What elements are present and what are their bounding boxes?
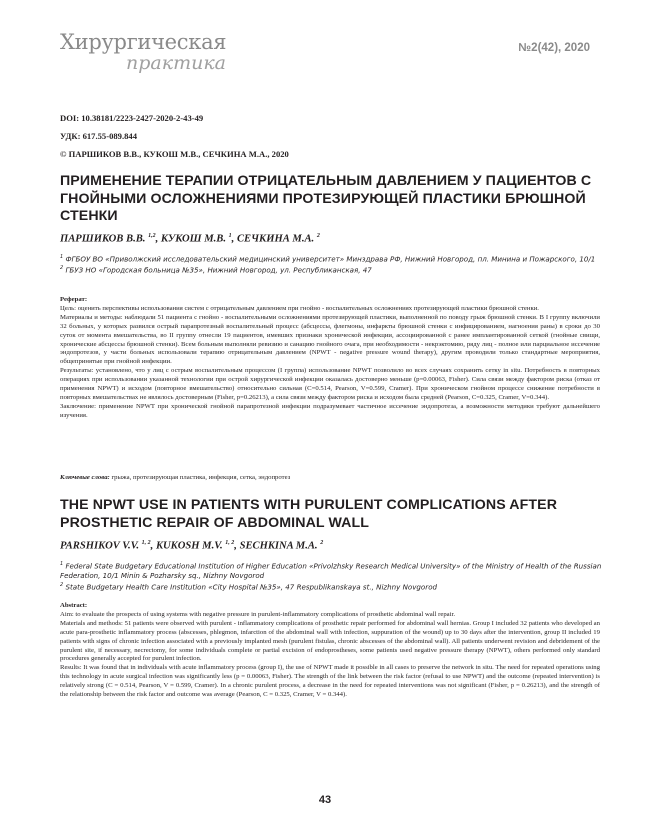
abstract-paragraph: Заключение: применение NPWT при хронической гнойной парапротезной инфекции подразумевает частичное иссечение эндопротеза, а возможности методики требуют дальнейшего изучения. bbox=[60, 402, 600, 419]
author-name: КУКОШ М.В. bbox=[160, 233, 227, 245]
abstract-paragraph: Results: It was found that in individuals with acute inflammatory process (group I), the use of NPWT made it possible in all cases to preserve the network in situ. The need for repeated operations using this technology in acute surgical infection was significantly less (p = 0.00063, Fisher). The strength of the link between the risk factor (refusal to use NPWT) and the outcome (repeated intervention) is relatively strong (C = 0.514, Pearson, V = 0.599, Cramer). In a chronic purulent process, a decrease in the need for repeated interventions was not significant (Fisher, p = 0.26213), and the strength of the relationship between the risk factor and outcome was average (Pearson, C = 0.325, Cramer, V = 0.344). bbox=[60, 664, 600, 699]
ru-keywords-label: Ключевые слова: bbox=[60, 474, 110, 481]
author-name: SECHKINA M.A. bbox=[239, 540, 318, 552]
issue-number: №2(42), 2020 bbox=[518, 42, 590, 54]
en-authors bbox=[60, 540, 323, 552]
udk: УДК: 617.55-089.844 bbox=[60, 131, 138, 141]
affiliation-text: State Budgetary Health Care Institution «City Hospital №35», 47 Respublikanskaya st., Nizhny Novgorod bbox=[65, 581, 438, 591]
author-affil-ref: 2 bbox=[316, 233, 320, 239]
author-affil-ref: 1,2 bbox=[148, 233, 156, 239]
ru-authors bbox=[60, 233, 320, 245]
author-name: KUKOSH M.V. bbox=[155, 540, 223, 552]
abstract-paragraph: Цель: оценить перспективы использования систем с отрицательным давлением при гнойно - воспалительных осложнениях протезирующей пластики брюшной стенки. bbox=[60, 304, 539, 312]
copyright: © ПАРШИКОВ В.В., КУКОШ М.В., СЕЧКИНА М.А., 2020 bbox=[60, 149, 289, 159]
author-separator: , bbox=[234, 540, 240, 552]
journal-title-line2: практика bbox=[126, 52, 227, 74]
abstract-paragraph: Материалы и методы: наблюдали 51 пациента с гнойно - воспалительными осложнениями протезирующей пластики, выполненной по поводу грыж брюшной стенки. В I группу включили 32 больных, у которых развился острый парапротезный воспалительный процесс (абсцессы, флегмоны, инфаркты брюшной стенки с инфицированием, нагноения раны) в сроки до 30 суток от момента вмешательства, во II группу отнесли 19 пациентов, имевших признаки хронической инфекции, ассоциированной с ранее имплантированной сеткой (гнойные свищи, хронические абсцессы брюшной стенки). Всем больным выполняли ревизию и санацию гнойного очага, при необходимости - некрэктомию, ряду лиц - полное или парциальное иссечение эндопротезов, у части больных использовали терапию отрицательным давлением (NPWT - negative pressure wound therapy), другим проводили только стандартные мероприятия, общепринятые при гнойной инфекции. bbox=[60, 313, 600, 366]
ru-title: ПРИМЕНЕНИЕ ТЕРАПИИ ОТРИЦАТЕЛЬНЫМ ДАВЛЕНИЕМ У ПАЦИЕНТОВ С ГНОЙНЫМИ ОСЛОЖНЕНИЯМИ ПРОТЕЗИРУЮЩЕЙ ПЛАСТИКИ БРЮШНОЙ СТЕНКИ bbox=[60, 173, 592, 224]
page-number: 43 bbox=[318, 794, 332, 806]
affiliation bbox=[60, 253, 605, 264]
abstract-paragraph: Aim: to evaluate the prospects of using systems with negative pressure in purulent-inflammatory complications of prosthetic abdominal wall repair. bbox=[60, 610, 456, 618]
affiliation bbox=[60, 581, 605, 592]
affiliation bbox=[60, 560, 605, 581]
author-name: СЕЧКИНА М.А. bbox=[236, 233, 315, 245]
en-title: THE NPWT USE IN PATIENTS WITH PURULENT COMPLICATIONS AFTER PROSTHETIC REPAIR OF ABDOMINAL WALL bbox=[60, 497, 558, 531]
ru-keywords bbox=[60, 474, 290, 481]
journal-logo bbox=[60, 30, 230, 78]
affiliation-text: ГБУЗ НО «Городская больница №35», Нижний Новгород, ул. Республиканская, 47 bbox=[65, 265, 372, 275]
author-name: PARSHIKOV V.V. bbox=[60, 540, 140, 552]
author-affil-ref: 1 bbox=[228, 233, 232, 239]
en-affiliations bbox=[60, 560, 605, 592]
abstract-paragraph: Materials and methods: 51 patients were observed with purulent - inflammatory complications of prosthetic repair performed for abdominal wall hernias. Group I included 32 patients who developed an acute para-prosthetic inflammatory process (abscesses, phlegmon, infarction of the abdominal wall with infection, suppuration of the wound) up to 30 days after the intervention, group II included 19 patients with signs of chronic infection associated with a previously implanted mesh (purulent fistulas, chronic abscesses of the abdominal wall). All patients underwent revision and debridement of the purulent site, if necessary, necrectomy, for some individuals complete or partial excision of endoprostheses, some patients used negative pressure therapy (NPWT), others performed only standard procedures generally accepted for purulent infection. bbox=[60, 619, 600, 663]
author-name: ПАРШИКОВ В.В. bbox=[60, 233, 146, 245]
doi: DOI: 10.38181/2223-2427-2020-2-43-49 bbox=[60, 113, 204, 123]
en-abstract-body bbox=[60, 611, 600, 700]
affiliation-number: 2 bbox=[60, 264, 64, 271]
affiliation-text: Federal State Budgetary Educational Institution of Higher Education «Privolzhsky Research Medical University» of the Ministry of Health of the Russian Federation, 10/1 Minin & Pozharsky sq., Nizhny Novgorod bbox=[60, 561, 602, 580]
affiliation bbox=[60, 264, 605, 275]
ru-affiliations bbox=[60, 253, 605, 275]
ru-abstract-body bbox=[60, 305, 600, 421]
affiliation-number: 1 bbox=[60, 254, 64, 260]
en-abstract bbox=[60, 602, 600, 700]
en-abstract-label: Abstract: bbox=[60, 602, 88, 609]
author-separator: , bbox=[155, 233, 161, 245]
ru-abstract-label: Реферат: bbox=[60, 296, 88, 303]
author-separator: , bbox=[150, 540, 156, 552]
affiliation-number: 1 bbox=[60, 561, 64, 567]
abstract-paragraph: Результаты: установлено, что у лиц с острым воспалительным процессом (I группа) использование NPWT позволило во всех случаях сохранить сетку in situ. Потребность в повторных операциях при использовании указанной технологии при острой хирургической инфекции оказалась достоверно меньше (p=0.00063, Fisher). Сила связи между фактором риска (отказ от применения NPWT) и исходом (повторное вмешательство) относительно сильная (C=0.514, Pearson, V=0.599, Cramer). При хроническом гнойном процессе снижение потребности в повторных вмешательствах не являлось достоверным (Fisher, p=0.26213), а сила связи между фактором риска и исходом была средней (Pearson, C=0.325, Cramer, V=0.344). bbox=[60, 367, 600, 401]
author-separator: , bbox=[231, 233, 237, 245]
author-affil-ref: 2 bbox=[320, 540, 324, 546]
affiliation-text: ФГБОУ ВО «Приволжский исследовательский медицинский университет» Минздрава РФ, Нижний Новгород, пл. Минина и Пожарского, 10/1 bbox=[65, 254, 596, 264]
ru-abstract bbox=[60, 296, 600, 421]
affiliation-number: 2 bbox=[60, 581, 64, 588]
journal-title-line1: Хирургическая bbox=[60, 30, 227, 54]
author-affil-ref: 1, 2 bbox=[141, 540, 151, 546]
ru-keywords-text: грыжа, протезирующая пластика, инфекция, сетка, эндопротез bbox=[111, 474, 291, 481]
author-affil-ref: 1, 2 bbox=[225, 540, 235, 546]
